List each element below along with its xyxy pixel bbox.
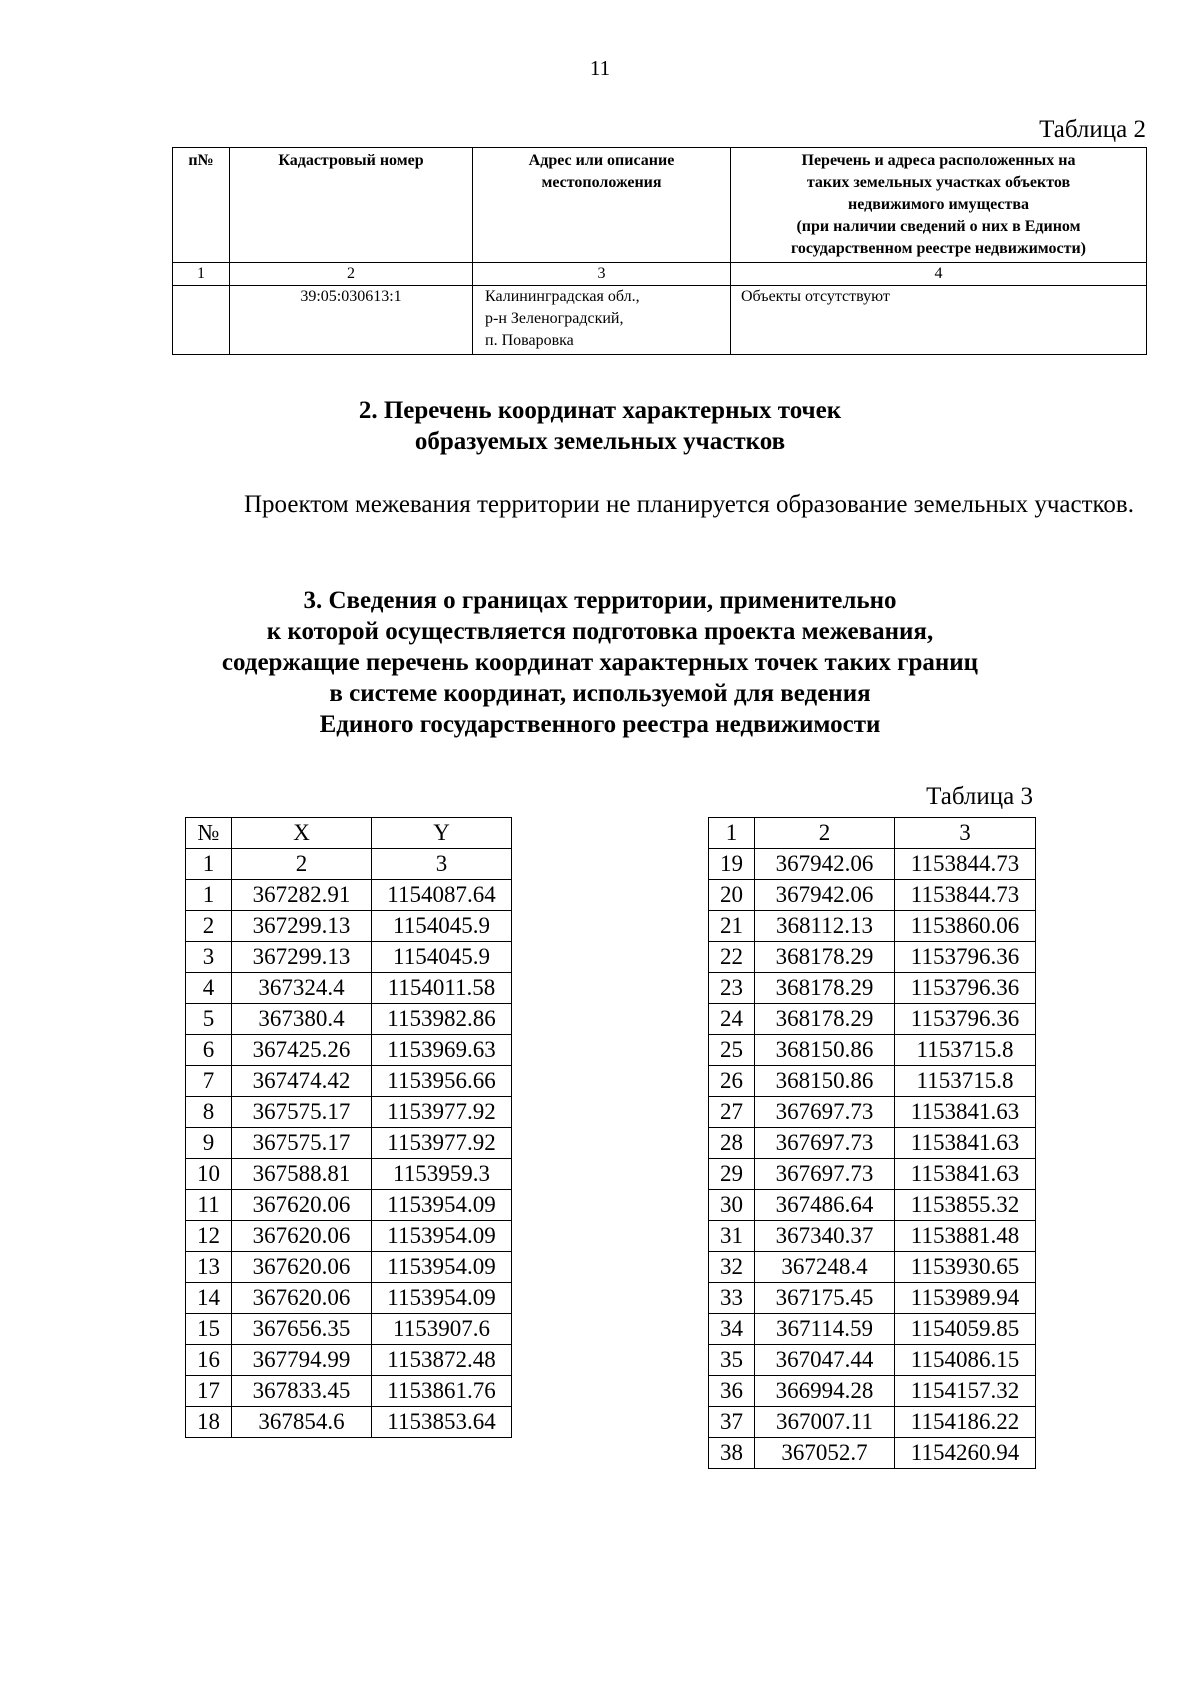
coord-x: 368150.86 <box>755 1066 895 1097</box>
table2-header-cadastral: Кадастровый номер <box>230 148 473 263</box>
point-number: 24 <box>709 1004 755 1035</box>
coord-y: 1154157.32 <box>895 1376 1036 1407</box>
table2 <box>172 147 1147 355</box>
coord-x: 367833.45 <box>232 1376 372 1407</box>
point-number: 38 <box>709 1438 755 1469</box>
coord-y: 1154086.15 <box>895 1345 1036 1376</box>
coord-x: 368112.13 <box>755 911 895 942</box>
table2-objects: Объекты отсутствуют <box>731 286 1147 355</box>
coord-x: 367340.37 <box>755 1221 895 1252</box>
section2-text: Проектом межевания территории не планируется образование земельных участков. <box>244 491 1134 518</box>
coord-y: 1153715.8 <box>895 1066 1036 1097</box>
coord-x: 367942.06 <box>755 880 895 911</box>
table-row <box>186 1004 512 1035</box>
point-number: 6 <box>186 1035 232 1066</box>
coord-y: 1154011.58 <box>372 973 512 1004</box>
coord-y: 1153969.63 <box>372 1035 512 1066</box>
point-number: 17 <box>186 1376 232 1407</box>
table-row <box>709 1283 1036 1314</box>
point-number: 34 <box>709 1314 755 1345</box>
point-number: 33 <box>709 1283 755 1314</box>
coord-y: 1153982.86 <box>372 1004 512 1035</box>
table-row <box>186 911 512 942</box>
table-row <box>186 1407 512 1438</box>
coord-x: 367248.4 <box>755 1252 895 1283</box>
table3-header-row-cell: 2 <box>755 818 895 849</box>
point-number: 13 <box>186 1252 232 1283</box>
point-number: 30 <box>709 1190 755 1221</box>
table-row <box>709 1221 1036 1252</box>
coord-y: 1153844.73 <box>895 880 1036 911</box>
table2-column-numbers-row <box>173 263 1147 286</box>
coord-y: 1153959.3 <box>372 1159 512 1190</box>
table-row <box>709 1128 1036 1159</box>
table-row <box>186 1097 512 1128</box>
point-number: 35 <box>709 1345 755 1376</box>
coord-x: 367299.13 <box>232 942 372 973</box>
table-row <box>709 1438 1036 1469</box>
table2-header-address: Адрес или описание местоположения <box>473 148 731 263</box>
coord-x: 367575.17 <box>232 1128 372 1159</box>
table3-header-row-cell: 3 <box>895 818 1036 849</box>
coord-x: 368178.29 <box>755 973 895 1004</box>
point-number: 22 <box>709 942 755 973</box>
point-number: 25 <box>709 1035 755 1066</box>
coord-x: 367697.73 <box>755 1159 895 1190</box>
coord-x: 367052.7 <box>755 1438 895 1469</box>
table2-caption: Таблица 2 <box>1039 116 1146 143</box>
point-number: 36 <box>709 1376 755 1407</box>
coord-x: 367697.73 <box>755 1097 895 1128</box>
coord-x: 367007.11 <box>755 1407 895 1438</box>
table2-colnum: 4 <box>731 263 1147 286</box>
table2-colnum: 3 <box>473 263 731 286</box>
table-row <box>186 1345 512 1376</box>
table-row <box>186 1314 512 1345</box>
table3-column-numbers-row <box>186 849 512 880</box>
coord-x: 368178.29 <box>755 942 895 973</box>
point-number: 5 <box>186 1004 232 1035</box>
table2-header-num: п№ <box>173 148 230 263</box>
coord-y: 1154087.64 <box>372 880 512 911</box>
coord-y: 1154045.9 <box>372 942 512 973</box>
coord-x: 368150.86 <box>755 1035 895 1066</box>
coord-y: 1153855.32 <box>895 1190 1036 1221</box>
coord-x: 367620.06 <box>232 1190 372 1221</box>
point-number: 2 <box>186 911 232 942</box>
table3-header-row-cell: № <box>186 818 232 849</box>
coord-y: 1153841.63 <box>895 1159 1036 1190</box>
point-number: 29 <box>709 1159 755 1190</box>
point-number: 18 <box>186 1407 232 1438</box>
coord-x: 367575.17 <box>232 1097 372 1128</box>
table3-right <box>708 817 1036 1469</box>
coord-y: 1153796.36 <box>895 1004 1036 1035</box>
coord-y: 1153907.6 <box>372 1314 512 1345</box>
table-row <box>709 1252 1036 1283</box>
point-number: 20 <box>709 880 755 911</box>
coord-x: 367620.06 <box>232 1252 372 1283</box>
table3-column-numbers-row-cell: 1 <box>186 849 232 880</box>
table2-data-row <box>173 286 1147 355</box>
point-number: 14 <box>186 1283 232 1314</box>
table-row <box>709 1035 1036 1066</box>
table-row <box>186 1159 512 1190</box>
coord-y: 1154186.22 <box>895 1407 1036 1438</box>
table2-cadastral-number: 39:05:030613:1 <box>230 286 473 355</box>
table-row <box>709 1159 1036 1190</box>
table-row <box>709 1345 1036 1376</box>
coord-y: 1154260.94 <box>895 1438 1036 1469</box>
point-number: 23 <box>709 973 755 1004</box>
coord-y: 1153881.48 <box>895 1221 1036 1252</box>
point-number: 11 <box>186 1190 232 1221</box>
coord-x: 367425.26 <box>232 1035 372 1066</box>
point-number: 19 <box>709 849 755 880</box>
coord-x: 367282.91 <box>232 880 372 911</box>
coord-y: 1153977.92 <box>372 1128 512 1159</box>
table-row <box>186 1283 512 1314</box>
point-number: 32 <box>709 1252 755 1283</box>
section2-heading: 2. Перечень координат характерных точек образуемых земельных участков <box>358 397 842 455</box>
coord-y: 1153977.92 <box>372 1097 512 1128</box>
section3-heading: 3. Сведения о границах территории, применительно к которой осуществляется подготовка проекта межевания, содержащие перечень координат характерных точек таких границ в системе координат, используемой для ведения Единого государственного реестра недвижимости <box>221 587 979 738</box>
point-number: 16 <box>186 1345 232 1376</box>
table-row <box>709 1314 1036 1345</box>
coord-y: 1153930.65 <box>895 1252 1036 1283</box>
table-row <box>186 973 512 1004</box>
coord-y: 1153853.64 <box>372 1407 512 1438</box>
point-number: 1 <box>186 880 232 911</box>
coord-y: 1154045.9 <box>372 911 512 942</box>
coord-y: 1153954.09 <box>372 1283 512 1314</box>
point-number: 27 <box>709 1097 755 1128</box>
coord-x: 367794.99 <box>232 1345 372 1376</box>
coord-x: 367588.81 <box>232 1159 372 1190</box>
coord-y: 1153796.36 <box>895 942 1036 973</box>
point-number: 10 <box>186 1159 232 1190</box>
coord-x: 367299.13 <box>232 911 372 942</box>
table-row <box>709 849 1036 880</box>
table3-header-row-cell: 1 <box>709 818 755 849</box>
table3-left <box>185 817 512 1438</box>
coord-y: 1153844.73 <box>895 849 1036 880</box>
point-number: 8 <box>186 1097 232 1128</box>
table-row <box>186 1128 512 1159</box>
coord-y: 1153954.09 <box>372 1190 512 1221</box>
table2-colnum: 1 <box>173 263 230 286</box>
table2-row-num <box>173 286 230 355</box>
table3-header-row <box>186 818 512 849</box>
coord-x: 367175.45 <box>755 1283 895 1314</box>
coord-y: 1153841.63 <box>895 1128 1036 1159</box>
coord-y: 1153861.76 <box>372 1376 512 1407</box>
coord-x: 367620.06 <box>232 1283 372 1314</box>
point-number: 21 <box>709 911 755 942</box>
coord-x: 367620.06 <box>232 1221 372 1252</box>
table-row <box>709 942 1036 973</box>
point-number: 31 <box>709 1221 755 1252</box>
table2-header-objects: Перечень и адреса расположенных на таких земельных участках объектов недвижимого имущества (при наличии сведений о них в Едином государственном реестре недвижимости) <box>731 148 1147 263</box>
point-number: 9 <box>186 1128 232 1159</box>
table-row <box>709 911 1036 942</box>
table3-column-numbers-row-cell: 2 <box>232 849 372 880</box>
page-number: 11 <box>589 56 611 80</box>
table-row <box>709 1407 1036 1438</box>
coord-y: 1153954.09 <box>372 1221 512 1252</box>
table-row <box>709 1376 1036 1407</box>
point-number: 12 <box>186 1221 232 1252</box>
point-number: 37 <box>709 1407 755 1438</box>
coord-y: 1153796.36 <box>895 973 1036 1004</box>
coord-x: 367114.59 <box>755 1314 895 1345</box>
coord-x: 367854.6 <box>232 1407 372 1438</box>
table3-header-row <box>709 818 1036 849</box>
table3-header-row-cell: Y <box>372 818 512 849</box>
coord-x: 367656.35 <box>232 1314 372 1345</box>
table-row <box>186 1221 512 1252</box>
coord-x: 367380.4 <box>232 1004 372 1035</box>
table2-address: Калининградская обл., р-н Зеленоградский, п. Поваровка <box>473 286 731 355</box>
table3-column-numbers-row-cell: 3 <box>372 849 512 880</box>
point-number: 26 <box>709 1066 755 1097</box>
coord-x: 367942.06 <box>755 849 895 880</box>
coord-y: 1154059.85 <box>895 1314 1036 1345</box>
point-number: 28 <box>709 1128 755 1159</box>
coord-y: 1153956.66 <box>372 1066 512 1097</box>
coord-x: 366994.28 <box>755 1376 895 1407</box>
table-row <box>709 1190 1036 1221</box>
coord-y: 1153841.63 <box>895 1097 1036 1128</box>
coord-x: 367324.4 <box>232 973 372 1004</box>
table-row <box>186 880 512 911</box>
point-number: 7 <box>186 1066 232 1097</box>
table-row <box>186 1066 512 1097</box>
coord-y: 1153872.48 <box>372 1345 512 1376</box>
coord-x: 367047.44 <box>755 1345 895 1376</box>
coord-y: 1153715.8 <box>895 1035 1036 1066</box>
coord-x: 367697.73 <box>755 1128 895 1159</box>
coord-y: 1153860.06 <box>895 911 1036 942</box>
table-row <box>186 1190 512 1221</box>
coord-y: 1153989.94 <box>895 1283 1036 1314</box>
table-row <box>186 1376 512 1407</box>
point-number: 4 <box>186 973 232 1004</box>
table2-colnum: 2 <box>230 263 473 286</box>
point-number: 15 <box>186 1314 232 1345</box>
table3-header-row-cell: X <box>232 818 372 849</box>
table3-caption: Таблица 3 <box>926 783 1033 810</box>
coord-y: 1153954.09 <box>372 1252 512 1283</box>
table-row <box>709 1066 1036 1097</box>
table-row <box>186 1035 512 1066</box>
coord-x: 367486.64 <box>755 1190 895 1221</box>
table-row <box>709 880 1036 911</box>
coord-x: 368178.29 <box>755 1004 895 1035</box>
table-row <box>709 973 1036 1004</box>
table-row <box>709 1004 1036 1035</box>
point-number: 3 <box>186 942 232 973</box>
coord-x: 367474.42 <box>232 1066 372 1097</box>
table-row <box>709 1097 1036 1128</box>
table-row <box>186 1252 512 1283</box>
table2-header-row <box>173 148 1147 263</box>
table-row <box>186 942 512 973</box>
